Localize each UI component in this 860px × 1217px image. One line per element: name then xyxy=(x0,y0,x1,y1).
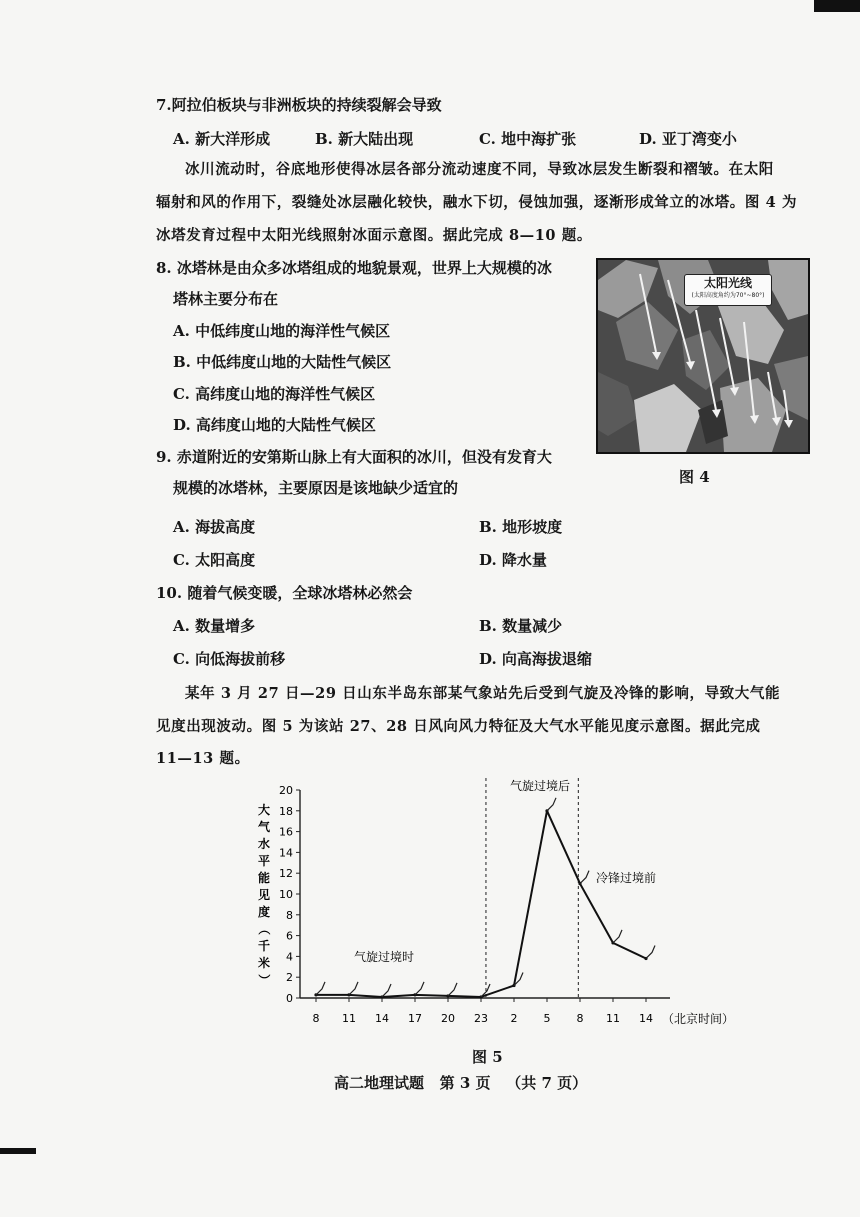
q9-option-d: D. 降水量 xyxy=(479,551,547,569)
y-tick-label: 12 xyxy=(279,867,293,881)
passage2-line-1: 某年 3 月 27 日—29 日山东半岛东部某气象站先后受到气旋及冷锋的影响，导致大气能 xyxy=(185,685,781,702)
scan-mark-left xyxy=(0,1148,36,1154)
figure5-caption: 图 5 xyxy=(472,1048,503,1066)
q8-stem-line-2: 塔林主要分布在 xyxy=(173,290,279,308)
x-tick-label: 5 xyxy=(543,1012,551,1025)
sun-angle-note: (太阳高度角约为70°~80°) xyxy=(691,292,765,299)
annotation-before-cold-front: 冷锋过境前 xyxy=(596,871,657,885)
y-tick-label: 4 xyxy=(286,950,293,964)
sunlight-label: 太阳光线 xyxy=(703,276,752,290)
passage2-line-2: 见度出现波动。图 5 为该站 27、28 日风向风力特征及大气水平能见度示意图。据此完成 xyxy=(156,718,761,735)
y-axis-label xyxy=(257,802,272,986)
q10-stem: 10. 随着气候变暖，全球冰塔林必然会 xyxy=(156,584,413,602)
q8-option-a: A. 中低纬度山地的海洋性气候区 xyxy=(173,322,391,340)
q9-option-a: A. 海拔高度 xyxy=(173,518,256,536)
q8-option-c: C. 高纬度山地的海洋性气候区 xyxy=(173,385,376,403)
x-tick-label: 14 xyxy=(639,1012,653,1025)
q7-option-b: B. 新大陆出现 xyxy=(315,130,414,148)
q7-option-a: A. 新大洋形成 xyxy=(173,130,271,148)
scan-mark-top xyxy=(814,0,860,12)
x-tick-label: 23 xyxy=(474,1012,488,1025)
y-tick-label: 14 xyxy=(279,846,293,860)
wind-barb-icon xyxy=(415,982,424,995)
wind-barb-icon xyxy=(382,984,391,997)
q10-option-b: B. 数量减少 xyxy=(479,617,563,635)
y-axis-label-char: 千 xyxy=(257,939,271,953)
sunlight-label-box xyxy=(684,274,772,306)
y-axis-label-char: 气 xyxy=(257,820,271,834)
passage2-line-3: 11—13 题。 xyxy=(156,750,250,767)
q8-stem-line-1: 8. 冰塔林是由众多冰塔组成的地貌景观，世界上大规模的冰 xyxy=(156,259,552,277)
q9-option-c: C. 太阳高度 xyxy=(173,551,256,569)
y-tick-label: 20 xyxy=(279,784,293,797)
y-axis-label-char: 水 xyxy=(257,837,271,851)
wind-barb-icon xyxy=(448,983,457,996)
wind-barb-icon xyxy=(646,945,655,958)
x-tick-label: 14 xyxy=(375,1012,389,1025)
y-axis-label-char: 大 xyxy=(257,803,271,817)
y-axis-label-char: 度 xyxy=(257,905,271,919)
x-tick-label: 8 xyxy=(312,1012,320,1025)
x-axis-label: （北京时间） xyxy=(662,1012,735,1026)
q9-option-b: B. 地形坡度 xyxy=(479,518,563,536)
y-axis-label-char: ） xyxy=(257,973,271,987)
y-axis-label-char: 米 xyxy=(257,956,271,970)
visibility-chart xyxy=(250,770,770,1040)
y-tick-label: 10 xyxy=(279,888,293,901)
q8-option-b: B. 中低纬度山地的大陆性气候区 xyxy=(173,353,392,371)
wind-barb-icon xyxy=(316,982,325,995)
x-tick-label: 11 xyxy=(606,1012,620,1025)
figure4-caption: 图 4 xyxy=(679,468,710,486)
q8-option-d: D. 高纬度山地的大陆性气候区 xyxy=(173,416,376,434)
y-axis-label-char: 见 xyxy=(257,888,271,902)
q9-stem-line-2: 规模的冰塔林，主要原因是该地缺少适宜的 xyxy=(173,479,459,497)
passage1-line-1: 冰川流动时，谷底地形使得冰层各部分流动速度不同，导致冰层发生断裂和褶皱。在太阳 xyxy=(185,161,774,178)
x-tick-label: 11 xyxy=(342,1012,356,1025)
wind-barb-icon xyxy=(349,982,358,995)
q9-stem-line-1: 9. 赤道附近的安第斯山脉上有大面积的冰川，但没有发育大 xyxy=(156,448,552,466)
y-tick-label: 2 xyxy=(286,971,293,985)
wind-barb-icon xyxy=(613,930,622,943)
y-axis-label-char: 能 xyxy=(257,871,271,885)
y-tick-label: 16 xyxy=(279,825,293,839)
wind-barb-icon xyxy=(547,798,556,811)
x-tick-label: 20 xyxy=(441,1012,455,1025)
q7-option-c: C. 地中海扩张 xyxy=(479,130,577,148)
x-tick-label: 17 xyxy=(408,1012,422,1025)
annotation-cyclone-passing: 气旋过境时 xyxy=(354,950,415,964)
passage1-line-2: 辐射和风的作用下，裂缝处冰层融化较快，融水下切，侵蚀加强，逐渐形成耸立的冰塔。图 4 为 xyxy=(156,194,798,211)
page-footer: 高二地理试题 第 3 页 （共 7 页） xyxy=(334,1074,588,1092)
q7-option-d: D. 亚丁湾变小 xyxy=(639,130,737,148)
figure4-photo xyxy=(596,258,810,454)
y-tick-label: 6 xyxy=(286,929,293,943)
passage1-line-3: 冰塔发育过程中太阳光线照射冰面示意图。据此完成 8—10 题。 xyxy=(156,227,592,244)
x-tick-label: 2 xyxy=(510,1012,518,1025)
visibility-line xyxy=(316,811,646,997)
q10-option-a: A. 数量增多 xyxy=(173,617,256,635)
q7-stem: 7.阿拉伯板块与非洲板块的持续裂解会导致 xyxy=(156,96,442,114)
y-axis-label-char: （ xyxy=(257,922,271,936)
annotation-after-cyclone: 气旋过境后 xyxy=(510,779,571,793)
x-tick-label: 8 xyxy=(576,1012,584,1025)
y-tick-label: 0 xyxy=(286,992,293,1005)
y-axis-label-char: 平 xyxy=(257,854,271,868)
y-tick-label: 8 xyxy=(286,908,293,922)
y-tick-label: 18 xyxy=(279,804,293,818)
q10-option-d: D. 向高海拔退缩 xyxy=(479,650,592,668)
q10-option-c: C. 向低海拔前移 xyxy=(173,650,286,668)
wind-barb-icon xyxy=(580,871,589,884)
